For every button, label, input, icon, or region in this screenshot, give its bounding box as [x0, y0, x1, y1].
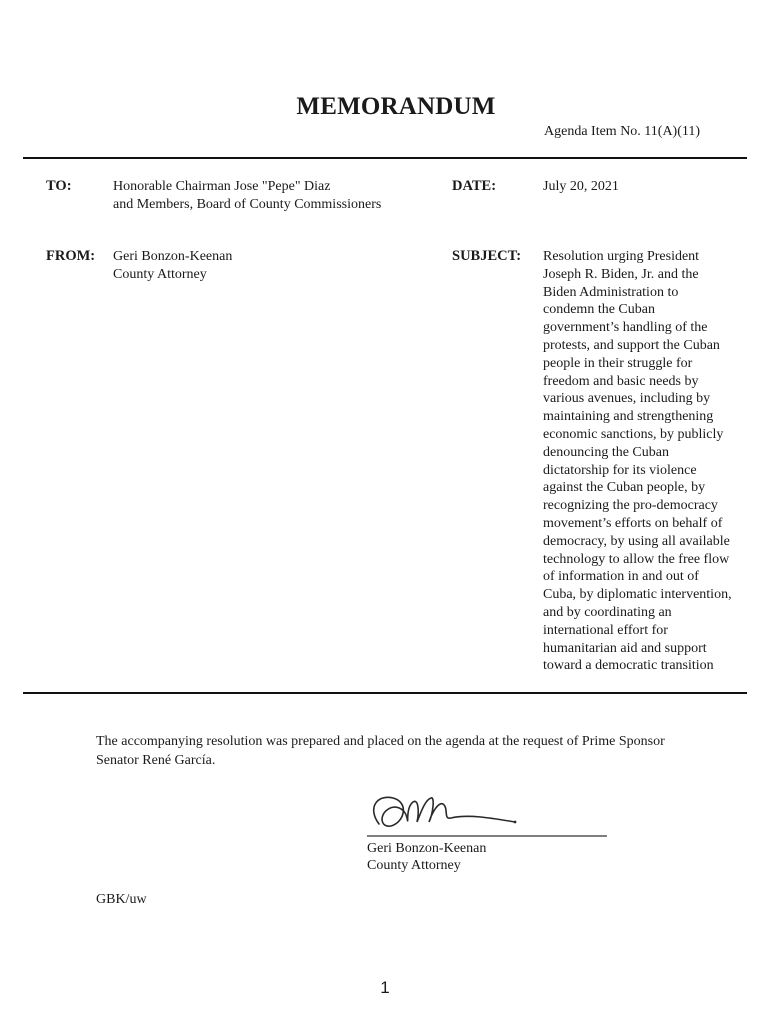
top-divider — [23, 157, 747, 159]
subject-line: government’s handling of the — [543, 320, 708, 336]
subject-line: freedom and basic needs by — [543, 373, 699, 389]
subject-line: toward a democratic transition — [543, 658, 714, 674]
to-recipients — [113, 178, 381, 214]
subject-line: various avenues, including by — [543, 391, 711, 407]
from-line-1: Geri Bonzon-Keenan — [113, 249, 233, 264]
subject-line: technology to allow the free flow — [543, 551, 730, 567]
date-label: DATE: — [452, 178, 497, 194]
body-line-2: Senator René García. — [96, 753, 216, 768]
subject-line: condemn the Cuban — [543, 302, 655, 318]
subject-line: Biden Administration to — [543, 284, 679, 300]
body-line-1: The accompanying resolution was prepared and placed on the agenda at the request of Prime Sponsor — [96, 734, 665, 749]
subject-line: Cuba, by diplomatic intervention, — [543, 587, 732, 603]
from-line-2: County Attorney — [113, 266, 207, 282]
subject-line: economic sanctions, by publicly — [543, 426, 724, 442]
subject-line: humanitarian aid and support — [543, 640, 707, 656]
subject-line: dictatorship for its violence — [543, 462, 697, 478]
to-line-1: Honorable Chairman Jose "Pepe" Diaz — [113, 179, 331, 194]
subject-line: recognizing the pro-democracy — [543, 498, 718, 514]
subject-line: Resolution urging President — [543, 249, 700, 264]
subject-line: against the Cuban people, by — [543, 480, 706, 496]
subject-line: denouncing the Cuban — [543, 444, 669, 460]
subject-label: SUBJECT: — [452, 248, 522, 264]
typist-initials: GBK/uw — [96, 892, 147, 907]
agenda-item-number: Agenda Item No. 11(A)(11) — [544, 124, 701, 139]
subject-line: maintaining and strengthening — [543, 409, 714, 425]
subject-line: of information in and out of — [543, 569, 699, 585]
bottom-divider — [23, 692, 747, 694]
signatory-name: Geri Bonzon-Keenan — [367, 841, 487, 856]
date-value: July 20, 2021 — [543, 179, 619, 194]
subject-line: international effort for — [543, 622, 668, 638]
from-sender — [113, 248, 232, 284]
to-label: TO: — [46, 178, 72, 194]
subject-line: democracy, by using all available — [543, 533, 730, 549]
from-label: FROM: — [46, 248, 96, 264]
handwritten-signature — [365, 788, 615, 843]
subject-text — [543, 248, 763, 675]
memo-body — [96, 732, 665, 770]
memo-title: MEMORANDUM — [296, 93, 496, 120]
subject-line: protests, and support the Cuban — [543, 337, 720, 353]
subject-line: Joseph R. Biden, Jr. and the — [543, 266, 699, 282]
subject-line: and by coordinating an — [543, 604, 672, 620]
subject-line: people in their struggle for — [543, 355, 693, 371]
subject-line: movement’s efforts on behalf of — [543, 515, 723, 531]
to-line-2: and Members, Board of County Commissioners — [113, 196, 382, 212]
signature-block — [367, 840, 486, 874]
signatory-title: County Attorney — [367, 858, 461, 873]
page-number: 1 — [380, 978, 390, 997]
